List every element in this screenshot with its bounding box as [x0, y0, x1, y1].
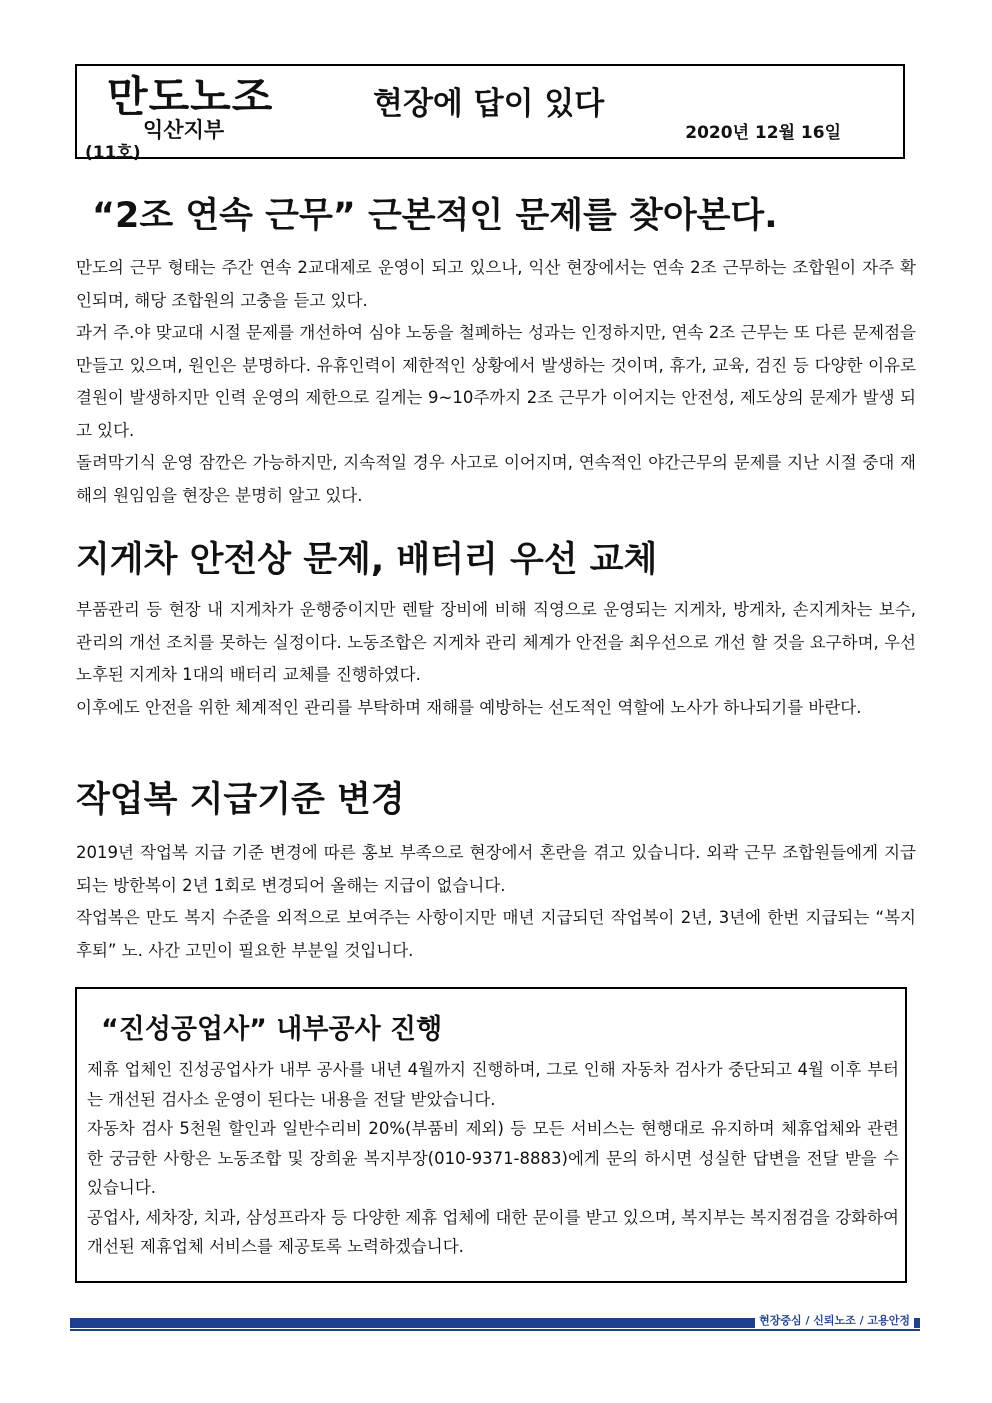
publication-date: 2020년 12월 16일 [685, 123, 841, 143]
article-3-heading: 작업복 지급기준 변경 [76, 780, 405, 820]
article-1-paragraph: 만도의 근무 형태는 주간 연속 2교대제로 운영이 되고 있으나, 익산 현장에서는 연속 2조 근무하는 조합원이 자주 확인되며, 해당 조합원의 고충을 듣고 있다. [76, 258, 916, 310]
article-3-paragraph: 2019년 작업복 지급 기준 변경에 따른 홍보 부족으로 현장에서 혼란을 겪고 있습니다. 외곽 근무 조합원들에게 지급되는 방한복이 2년 1회로 변경되어 올해는 지급이 없습니다. [76, 843, 916, 895]
article-1-paragraph: 돌려막기식 운영 잠깐은 가능하지만, 지속적일 경우 사고로 이어지며, 연속적인 야간근무의 문제를 지난 시절 중대 재해의 원임임을 현장은 분명히 알고 있다. [76, 453, 916, 505]
masthead [75, 64, 905, 163]
article-2-heading: 지게차 안전상 문제, 배터리 우선 교체 [76, 540, 658, 580]
issue-number: (11호) [85, 143, 141, 163]
branch-name: 익산지부 [143, 118, 225, 142]
notice-paragraph: 자동차 검사 5천원 할인과 일반수리비 20%(부품비 제외) 등 모든 서비스는 현행대로 유지하며 체휴업체와 관련한 궁금한 사항은 노동조합 및 장희윤 복지부장(010-9371-8883)에게 문의 하시면 성실한 답변을 전달 받을 수 있습니다. [87, 1119, 899, 1197]
article-2-paragraph: 부품관리 등 현장 내 지게차가 운행중이지만 렌탈 장비에 비해 직영으로 운영되는 지게차, 방게차, 손지게차는 보수, 관리의 개선 조치를 못하는 실정이다. 노동조합은 지게차 관리 체계가 안전을 최우선으로 개선 할 것을 요구하며, 우선 노후된 지게차 1대의 배터리 교체를 진행하였다. [76, 600, 916, 684]
notice-body [87, 1055, 899, 1262]
article-1-heading: “2조 연속 근무” 근본적인 문제를 찾아본다. [92, 196, 778, 236]
article-3-body [76, 837, 916, 967]
notice-paragraph: 제휴 업체인 진성공업사가 내부 공사를 내년 4월까지 진행하며, 그로 인해 자동차 검사가 중단되고 4월 이후 부터는 개선된 검사소 운영이 된다는 내용을 전달 받았습니다. [87, 1060, 899, 1109]
footer-slogan: 현장중심 / 신뢰노조 / 고용안정 [755, 1312, 914, 1328]
newsletter-slogan: 현장에 답이 있다 [373, 86, 605, 122]
article-1-paragraph: 과거 주.야 맞교대 시절 문제를 개선하여 심야 노동을 철폐하는 성과는 인정하지만, 연속 2조 근무는 또 다른 문제점을 만들고 있으며, 원인은 분명하다. 유휴인력이 제한적인 상황에서 발생하는 것이며, 휴가, 교육, 검진 등 다양한 이유로 결원이 발생하지만 인력 운영의 제한으로 길게는 9~10주까지 2조 근무가 이어지는 안전성, 제도상의 문제가 발생 되고 있다. [76, 323, 916, 440]
article-2-body [76, 594, 916, 724]
article-2-paragraph: 이후에도 안전을 위한 체계적인 관리를 부탁하며 재해를 예방하는 선도적인 역할에 노사가 하나되기를 바란다. [76, 697, 862, 717]
notice-paragraph: 공업사, 세차장, 치과, 삼성프라자 등 다양한 제휴 업체에 대한 문이를 받고 있으며, 복지부는 복지점검을 강화하여 개선된 제휴업체 서비스를 제공토록 노력하겠습니다. [87, 1207, 899, 1256]
notice-box [75, 987, 907, 1283]
newsletter-title: 만도노조 [107, 72, 274, 121]
article-1-body [76, 252, 916, 512]
article-3-paragraph: 작업복은 만도 복지 수준을 외적으로 보여주는 사항이지만 매년 지급되던 작업복이 2년, 3년에 한번 지급되는 “복지 후퇴” 노. 사간 고민이 필요한 부분일 것입니다. [76, 908, 916, 960]
footer-rule [70, 1329, 920, 1331]
notice-heading: “진성공업사” 내부공사 진행 [101, 1014, 443, 1045]
